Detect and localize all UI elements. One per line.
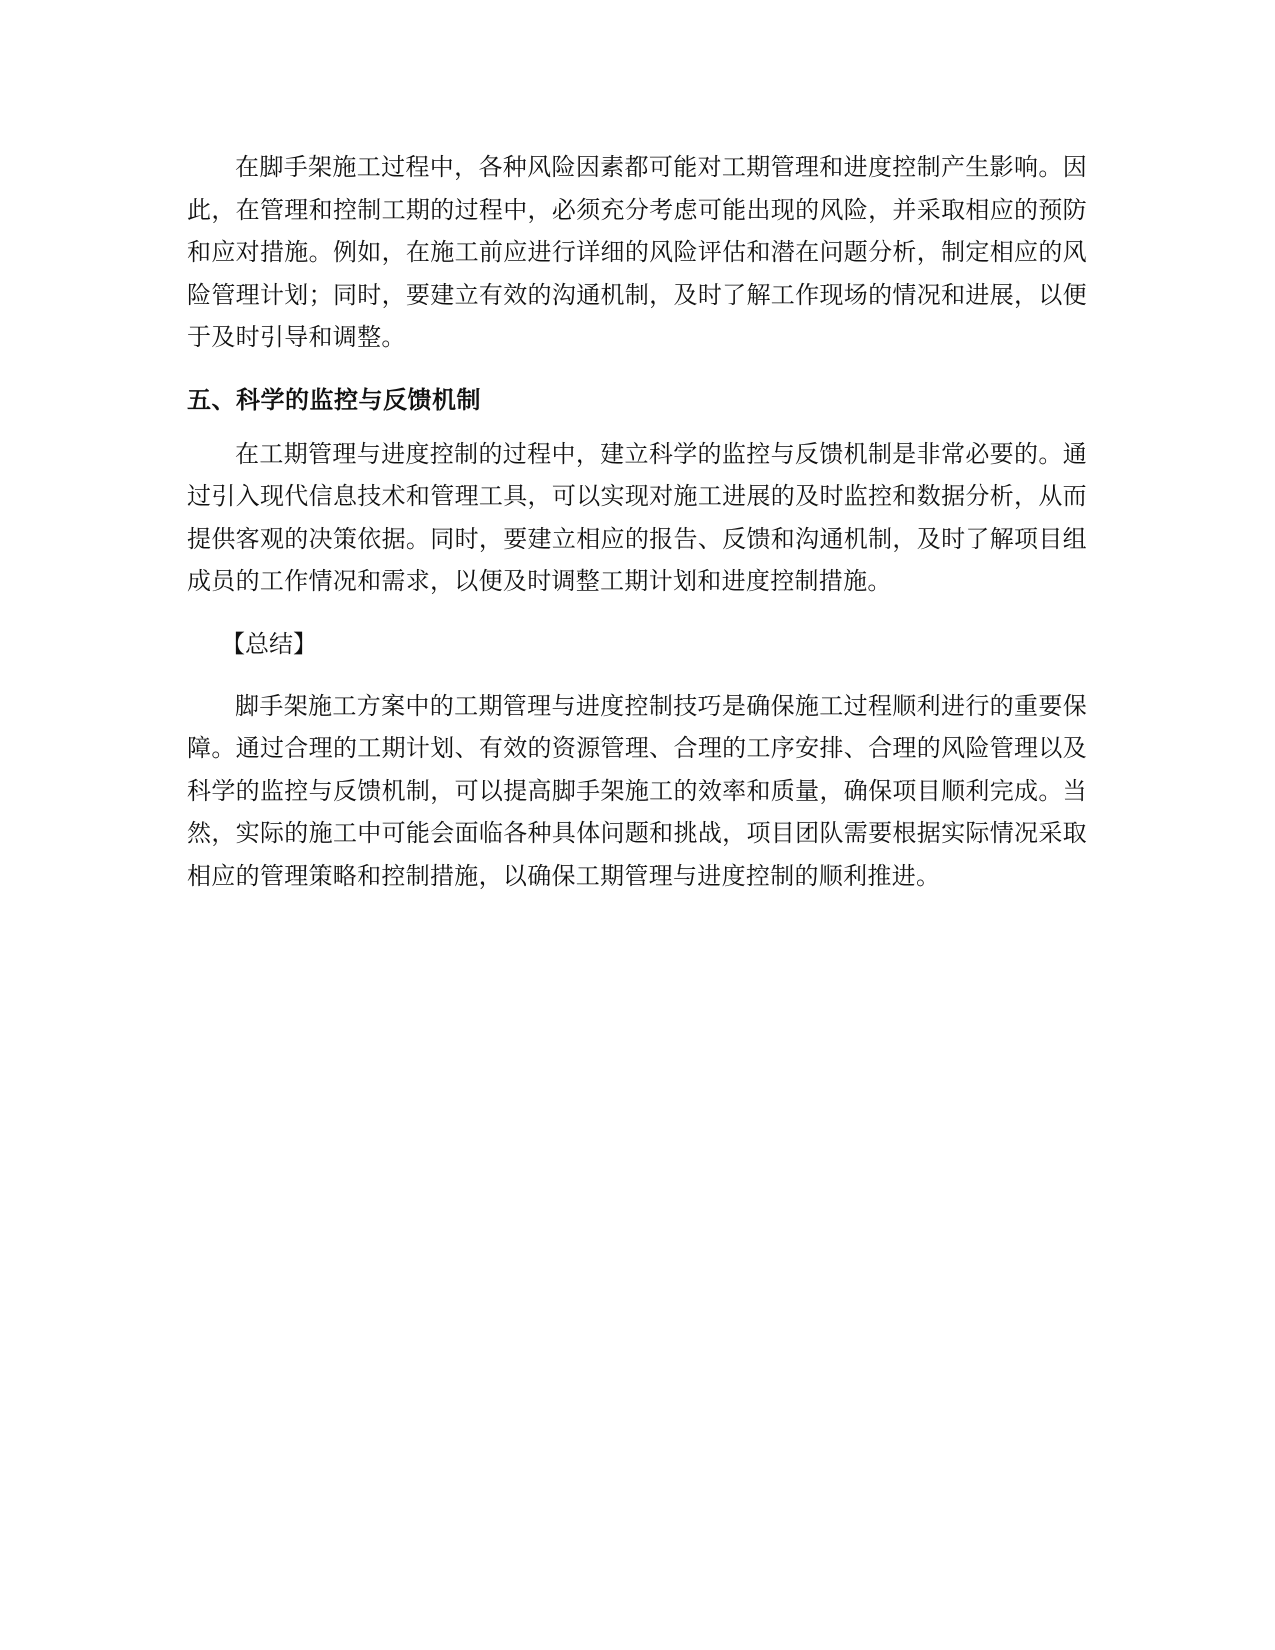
risk-paragraph: 在脚手架施工过程中，各种风险因素都可能对工期管理和进度控制产生影响。因此，在管理和控制工期的过程中，必须充分考虑可能出现的风险，并采取相应的预防和应对措施。例如，在施工前应进行详细的风险评估和潜在问题分析，制定相应的风险管理计划；同时，要建立有效的沟通机制，及时了解工作现场的情况和进展，以便于及时引导和调整。 <box>187 153 1087 351</box>
conclusion-paragraph: 脚手架施工方案中的工期管理与进度控制技巧是确保施工过程顺利进行的重要保障。通过合理的工期计划、有效的资源管理、合理的工序安排、合理的风险管理以及科学的监控与反馈机制，可以提高脚手架施工的效率和质量，确保项目顺利完成。当然，实际的施工中可能会面临各种具体问题和挑战，项目团队需要根据实际情况采取相应的管理策略和控制措施，以确保工期管理与进度控制的顺利推进。 <box>187 691 1087 890</box>
section-heading: 五、科学的监控与反馈机制 <box>187 385 481 414</box>
summary-label: 【总结】 <box>221 629 317 658</box>
document-body <box>187 146 1087 897</box>
spacer <box>187 603 1087 623</box>
spacer <box>187 665 1087 685</box>
monitoring-paragraph: 在工期管理与进度控制的过程中，建立科学的监控与反馈机制是非常必要的。通过引入现代信息技术和管理工具，可以实现对施工进展的及时监控和数据分析，从而提供客观的决策依据。同时，要建立相应的报告、反馈和沟通机制，及时了解项目组成员的工作情况和需求，以便及时调整工期计划和进度控制措施。 <box>187 439 1087 595</box>
